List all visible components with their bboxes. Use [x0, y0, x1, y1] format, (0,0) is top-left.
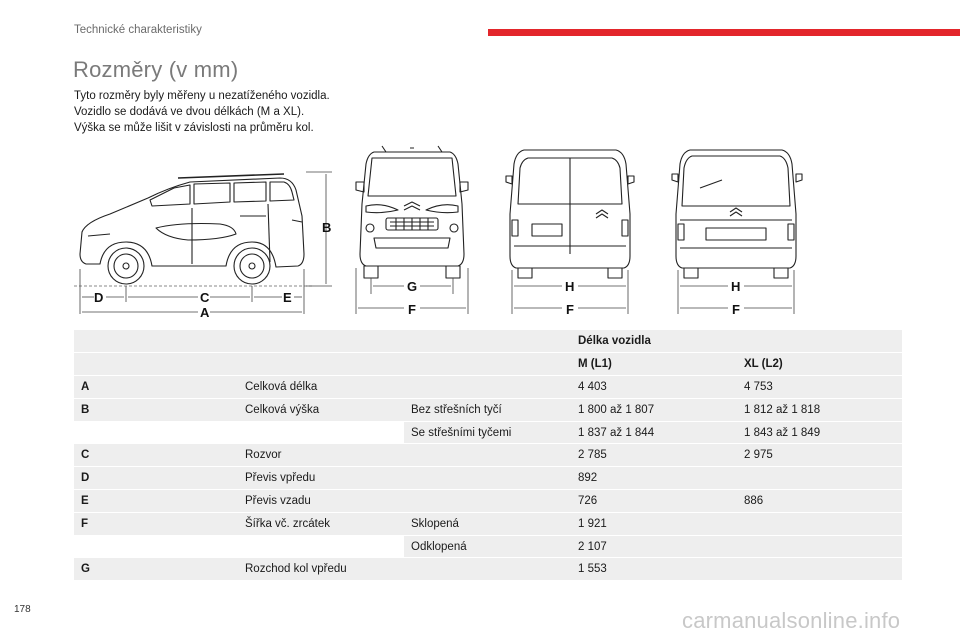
row-value-m: 4 403	[571, 376, 737, 399]
dim-label-f: F	[732, 302, 740, 317]
front-view-drawing	[352, 144, 472, 322]
dim-label-h: H	[731, 279, 741, 294]
row-key: D	[74, 467, 238, 490]
row-key: A	[74, 376, 238, 399]
section-header: Technické charakteristiky	[74, 24, 202, 36]
vehicle-length-header: Délka vozidla	[571, 330, 902, 353]
intro-line: Výška se může lišit v závislosti na průměru kol.	[74, 122, 314, 134]
intro-line: Tyto rozměry byly měřeny u nezatíženého vozidla.	[74, 90, 330, 102]
table-row	[74, 558, 902, 581]
row-value-xl: 1 812 až 1 818	[737, 398, 902, 421]
rear-view-window-drawing	[670, 144, 804, 322]
row-value-m: 726	[571, 490, 737, 513]
table-row	[74, 421, 902, 444]
row-sub: Bez střešních tyčí	[404, 398, 571, 421]
dim-label-e: E	[283, 290, 292, 305]
row-desc: Celková délka	[238, 376, 571, 399]
table-header-row	[74, 330, 902, 353]
row-key: C	[74, 444, 238, 467]
row-desc: Rozvor	[238, 444, 571, 467]
row-key: G	[74, 558, 238, 581]
row-key: B	[74, 398, 238, 421]
row-value-xl: 886	[737, 490, 902, 513]
table-row	[74, 490, 902, 513]
dim-label-d: D	[94, 290, 104, 305]
table-row	[74, 535, 902, 558]
row-desc: Převis vpředu	[238, 467, 571, 490]
table-row	[74, 512, 902, 535]
row-value-m: 1 837 až 1 844	[571, 421, 737, 444]
row-value-m: 2 785	[571, 444, 737, 467]
row-value-m: 1 800 až 1 807	[571, 398, 737, 421]
table-row	[74, 444, 902, 467]
intro-line: Vozidlo se dodává ve dvou délkách (M a XL).	[74, 106, 305, 118]
section-accent-bar	[488, 29, 960, 36]
dim-label-f: F	[566, 302, 574, 317]
row-key: F	[74, 512, 238, 535]
dim-label-f: F	[408, 302, 416, 317]
table-row	[74, 467, 902, 490]
table-row	[74, 376, 902, 399]
dimension-drawings	[70, 144, 810, 322]
rear-view-van-drawing	[504, 144, 636, 322]
row-value-shared: 1 553	[571, 558, 902, 581]
intro-text	[74, 88, 330, 136]
dim-label-g: G	[407, 279, 418, 294]
row-value-xl: 4 753	[737, 376, 902, 399]
row-desc: Rozchod kol vpředu	[238, 558, 571, 581]
page-title: Rozměry (v mm)	[73, 57, 239, 82]
watermark: carmanualsonline.info	[682, 608, 901, 633]
side-view-drawing	[70, 144, 340, 322]
dimensions-table	[74, 330, 902, 581]
row-desc: Celková výška	[238, 398, 404, 421]
row-value-shared: 892	[571, 467, 902, 490]
dim-label-b: B	[322, 220, 332, 235]
dim-label-a: A	[200, 305, 210, 320]
dim-label-c: C	[200, 290, 210, 305]
row-value-shared: 2 107	[571, 535, 902, 558]
table-header-row	[74, 353, 902, 376]
col-header-m: M (L1)	[571, 353, 737, 376]
row-value-xl: 2 975	[737, 444, 902, 467]
row-sub: Se střešními tyčemi	[404, 421, 571, 444]
row-value-xl: 1 843 až 1 849	[737, 421, 902, 444]
dim-label-h: H	[565, 279, 575, 294]
page-number: 178	[14, 604, 31, 615]
row-sub: Sklopená	[404, 512, 571, 535]
row-desc: Převis vzadu	[238, 490, 571, 513]
row-value-shared: 1 921	[571, 512, 902, 535]
col-header-xl: XL (L2)	[737, 353, 902, 376]
row-desc: Šířka vč. zrcátek	[238, 512, 404, 535]
row-sub: Odklopená	[404, 535, 571, 558]
row-key: E	[74, 490, 238, 513]
table-row	[74, 398, 902, 421]
